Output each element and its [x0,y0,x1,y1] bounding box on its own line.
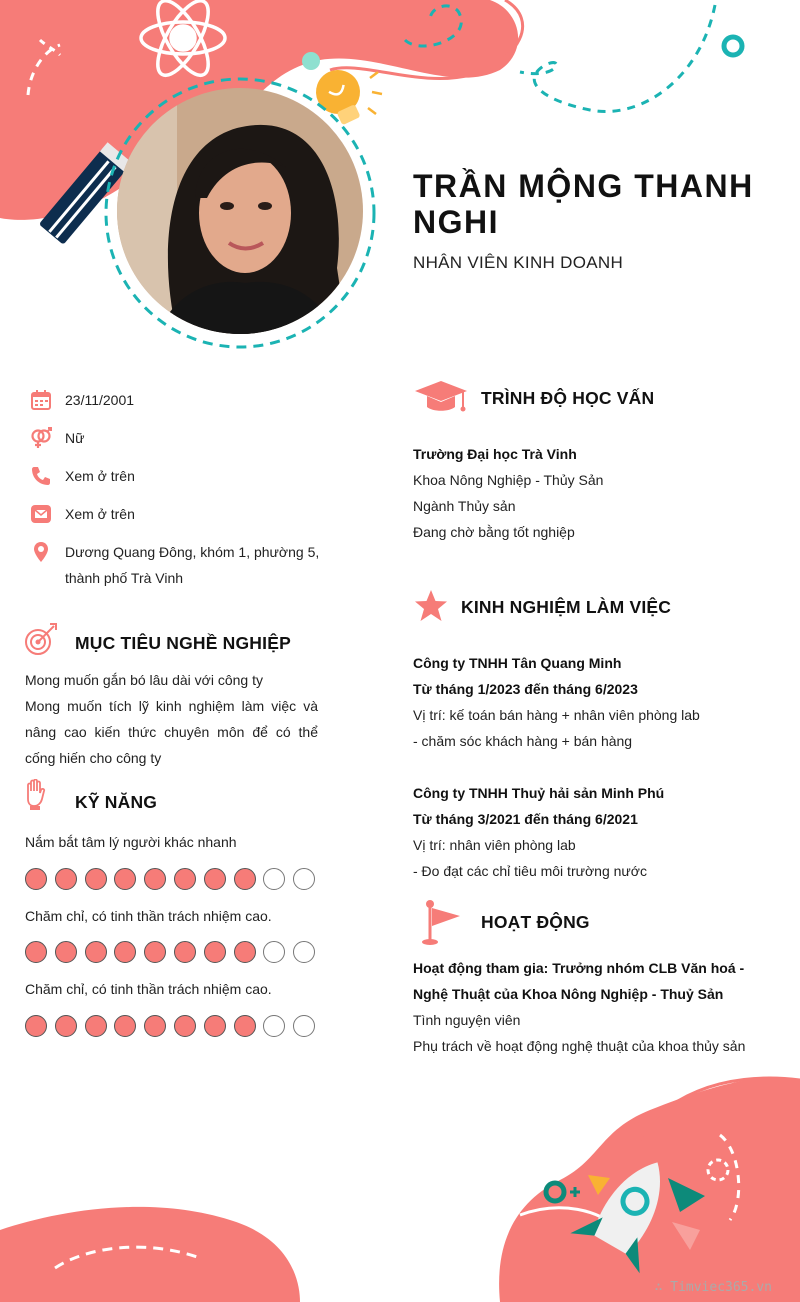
job-title: NHÂN VIÊN KINH DOANH [413,253,624,272]
job-line: Vị trí: nhân viên phòng lab [413,837,576,853]
rating-dot-filled [25,1015,47,1037]
location-pin-icon [30,541,52,563]
objective-line: Mong muốn gắn bó lâu dài với công ty [25,672,263,688]
job-period: Từ tháng 1/2023 đến tháng 6/2023 [413,681,638,697]
rating-dot-filled [85,868,107,890]
objective-line: Mong muốn tích lỹ kinh nghiệm làm việc và nâng cao kiến thức chuyên môn để có thể cống hiến cho công ty [25,698,318,766]
rating-dot-empty [293,1015,315,1037]
address-text: Dương Quang Đông, khóm 1, phường 5, thành phố Trà Vinh [65,544,320,586]
rating-dot-empty [293,868,315,890]
rating-dot-filled [85,941,107,963]
birthday-text: 23/11/2001 [65,392,135,408]
address-row [30,541,325,591]
email-text: Xem ở trên [65,506,135,522]
rating-dot-filled [204,868,226,890]
rating-dot-filled [114,1015,136,1037]
activity-line: Tình nguyện viên [413,1012,521,1028]
rating-dot-empty [263,1015,285,1037]
rating-dot-filled [55,941,77,963]
gender-text: Nữ [65,430,85,446]
rating-dot-filled [85,1015,107,1037]
job-period: Từ tháng 3/2021 đến tháng 6/2021 [413,811,638,827]
rating-dot-filled [144,868,166,890]
rating-dot-filled [234,1015,256,1037]
phone-icon [30,465,52,487]
target-icon [24,622,58,656]
rating-dot-filled [114,941,136,963]
skill-label: Nắm bắt tâm lý người khác nhanh [25,834,237,850]
education-line: Ngành Thủy sản [413,498,516,514]
job-entry [413,780,783,884]
skill-label: Chăm chỉ, có tinh thần trách nhiệm cao. [25,908,272,924]
phone-text: Xem ở trên [65,468,135,484]
rating-dot-filled [144,941,166,963]
company-name: Công ty TNHH Thuỷ hải sản Minh Phú [413,785,665,801]
email-icon [30,503,52,525]
job-line: - Đo đạt các chỉ tiêu môi trường nước [413,863,647,879]
rating-dot-filled [114,868,136,890]
rating-dot-filled [234,868,256,890]
job-entry [413,650,783,754]
activities-text [413,955,775,1059]
birthday-row [30,389,325,413]
rating-dot-filled [204,941,226,963]
activity-line: Phụ trách về hoạt động nghệ thuật của khoa thủy sản [413,1038,746,1054]
rating-dot-filled [204,1015,226,1037]
rating-dot-filled [174,941,196,963]
rating-dot-filled [234,941,256,963]
objective-title: MỤC TIÊU NGHỀ NGHIỆP [75,633,291,653]
objective-text [25,667,318,771]
rating-dot-filled [55,868,77,890]
flag-icon [420,900,462,946]
education-line: Đang chờ bằng tốt nghiệp [413,524,575,540]
rating-dot-empty [293,941,315,963]
job-line: - chăm sóc khách hàng + bán hàng [413,733,633,749]
rating-dot-filled [25,941,47,963]
hand-icon [24,779,48,811]
skill-rating [25,941,323,963]
rating-dot-empty [263,941,285,963]
rating-dot-filled [174,1015,196,1037]
education-line: Khoa Nông Nghiệp - Thủy Sản [413,472,604,488]
school-name: Trường Đại học Trà Vinh [413,446,577,462]
watermark: ∴ Timviec365.vn [654,1280,772,1295]
star-icon [413,589,449,623]
job-line: Vị trí: kế toán bán hàng + nhân viên phòng lab [413,707,700,723]
activity-heading: Hoạt động tham gia: Trưởng nhóm CLB Văn hoá - Nghệ Thuật của Khoa Nông Nghiệp - Thuỷ Sản [413,960,745,1002]
experience-title: KINH NGHIỆM LÀM VIỆC [461,597,672,617]
rating-dot-filled [174,868,196,890]
education-text [413,441,783,545]
candidate-name: TRẦN MỘNG THANH NGHI [413,168,754,240]
gender-row [30,427,325,451]
email-row [30,503,325,527]
company-name: Công ty TNHH Tân Quang Minh [413,655,622,671]
calendar-icon [30,389,52,411]
skill-label: Chăm chỉ, có tinh thần trách nhiệm cao. [25,981,272,997]
activities-title: HOẠT ĐỘNG [481,912,590,932]
gender-icon [30,427,52,449]
rating-dot-filled [144,1015,166,1037]
skill-rating [25,868,323,890]
rating-dot-empty [263,868,285,890]
skill-rating [25,1015,323,1037]
rating-dot-filled [25,868,47,890]
skills-title: KỸ NĂNG [75,792,158,812]
graduation-cap-icon [413,379,469,415]
profile-photo [117,88,363,334]
rating-dot-filled [55,1015,77,1037]
education-title: TRÌNH ĐỘ HỌC VẤN [481,388,655,408]
phone-row [30,465,325,489]
